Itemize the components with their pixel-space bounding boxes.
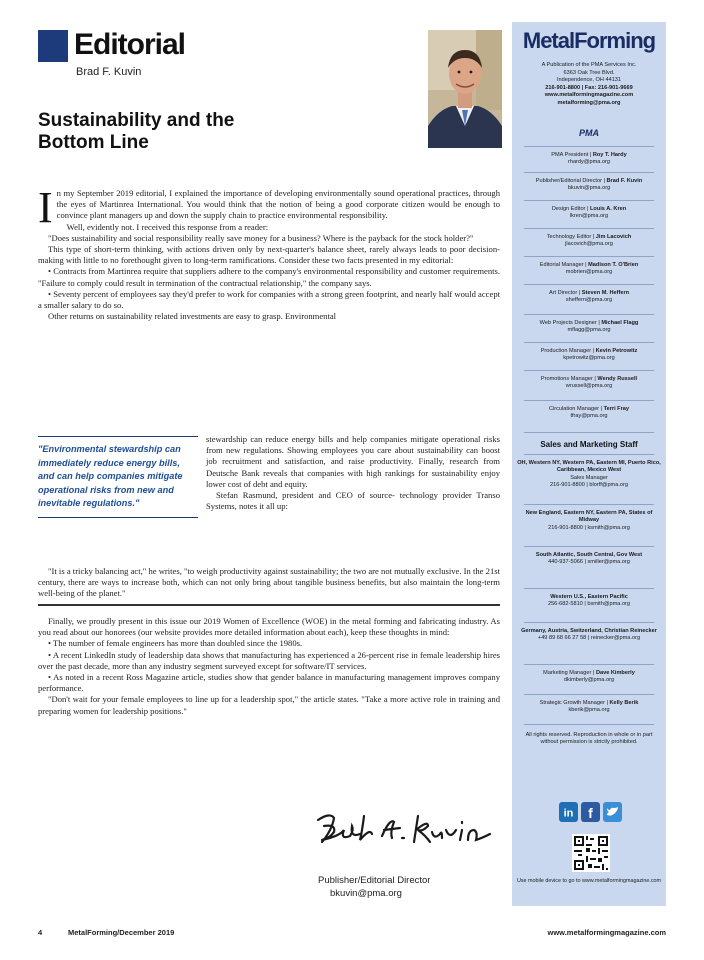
article-body-right [206, 434, 500, 512]
paragraph: stewardship can reduce energy bills and help companies mitigate operational risks from new regulations. Showing employees you care about sustainability can boost job recruitment and satisfaction, and raise productivity. Finally, research from Deutsche Bank reveals that companies with high rankings for sustainability enjoy lower cost of debt and equity. [206, 434, 500, 489]
staff-entry: Editorial Manager | Madison T. O'Brien mobrien@pma.org [539, 262, 639, 276]
sales-entry: Western U.S., Eastern Pacific 256-682-5810 | bsmith@pma.org [547, 594, 631, 608]
paragraph: • A recent LinkedIn study of leadership data shows that manufacturing has experienced a 26-percent rise in female leadership hires over the past decade, more than any industry segment surveyed except for software/IT services. [38, 649, 500, 671]
section-divider [38, 604, 500, 606]
sidebar-divider [524, 622, 654, 623]
sales-entry: Germany, Austria, Switzerland, Christian Reinecker +49 89 68 66 27 58 | reinecker@pma.org [521, 628, 657, 642]
staff-entry: Publisher/Editorial Director | Brad F. Kuvin bkuvin@pma.org [535, 178, 643, 192]
sidebar-divider [524, 504, 654, 505]
sidebar-divider [524, 256, 654, 257]
article-body-full [38, 566, 500, 600]
staff-entry: Web Projects Designer | Michael Flagg mflagg@pma.org [539, 320, 639, 334]
footer-url[interactable]: www.metalformingmagazine.com [547, 928, 666, 937]
paragraph: • Seventy percent of employees say they'd prefer to work for companies with a strong green footprint, and nearly half would accept a smaller salary to do so. [38, 288, 500, 311]
sidebar-divider [524, 342, 654, 343]
sidebar-divider [524, 454, 654, 455]
section-color-block [38, 30, 68, 62]
masthead-sidebar [512, 22, 666, 906]
sidebar-divider [524, 200, 654, 201]
footer-magazine: MetalForming/December 2019 [68, 928, 175, 937]
page-number: 4 [38, 928, 43, 937]
headline-line-1: Sustainability and the [38, 110, 235, 131]
copyright-note: All rights reserved. Reproduction in whole or in part without permission is strictly prohibited. [525, 732, 653, 746]
signer-email[interactable]: bkuvin@pma.org [330, 888, 402, 899]
paragraph: "Does sustainability and social responsibility really save money for a business? Where is the payback for the stock holder?" [48, 232, 474, 243]
association-logo: PMA [579, 128, 599, 138]
paragraph: • The number of female engineers has more than doubled since the 1980s. [48, 638, 303, 649]
sales-entry: South Atlantic, South Central, Gov West 440-937-5066 | smiller@pma.org [535, 552, 643, 566]
svg-text:f: f [588, 805, 593, 821]
staff-entry: Technology Editor | Jim Lacovich jlacovich@pma.org [546, 234, 632, 248]
sidebar-divider [524, 664, 654, 665]
paragraph: • As noted in a recent Ross Magazine article, studies show that gender balance in manufacturing management improves company performance. [38, 672, 500, 694]
byline: Brad F. Kuvin [76, 66, 142, 78]
article-body-top [38, 183, 500, 322]
staff-entry: Design Editor | Louis A. Kren lkren@pma.org [551, 206, 627, 220]
sales-entry: New England, Eastern NY, Eastern PA, States of Midway 216-901-8800 | ksmith@pma.org [525, 510, 653, 531]
article-body-bottom [38, 616, 500, 717]
paragraph: Well, evidently not. I received this response from a reader: [66, 221, 269, 232]
section-title: Editorial [74, 28, 186, 61]
linkedin-icon[interactable] [559, 802, 578, 822]
paragraph: • Contracts from Martinrea require that suppliers adhere to the company's environmental responsibility and customer requirements. "Failure to comply could result in termination of the contractual relationship," the company says. [38, 266, 500, 288]
headline [38, 110, 298, 154]
magazine-logo: MetalForming [522, 28, 656, 53]
sales-entry: OH, Western NY, Western PA, Eastern MI, Puerto Rico, Caribbean, Mexico West Sales Manager 216-901-8800 | blorff@pma.org [517, 460, 661, 489]
sidebar-divider [524, 370, 654, 371]
sidebar-divider [524, 546, 654, 547]
sidebar-divider [524, 172, 654, 173]
sales-entry: Strategic Growth Manager | Kelly Berik kberik@pma.org [539, 700, 639, 714]
svg-text:in: in [563, 807, 574, 820]
publisher-address: A Publication of the PMA Services Inc. 6363 Oak Tree Blvd. Independence, OH 44131 216-901-8800 | Fax: 216-901-9669 www.metalformingmagazine.com metalforming@pma.org [541, 62, 637, 106]
pull-quote: "Environmental stewardship can immediately reduce energy bills, and can help companies mitigate operational risks from new and inevitable regulations." [38, 436, 198, 518]
sidebar-divider [524, 724, 654, 725]
sidebar-divider [524, 694, 654, 695]
sidebar-divider [524, 432, 654, 433]
paragraph: This type of short-term thinking, with actions driven only by next-quarter's balance sheet, rarely always leads to poor decision-making with little to no forethought given to long-term ramifications. Consider these two facts presented in my editorial: [38, 244, 500, 266]
paragraph: In my September 2019 editorial, I explained the importance of developing environmentally sound operational practices, through the eyes of Martinrea International. You would think that the notion of being a good corporate citizen would be enough to convince plant managers up and down the supply chain to practice environmental responsibility. [38, 183, 500, 232]
qr-code-icon[interactable] [572, 834, 610, 872]
sidebar-divider [524, 314, 654, 315]
twitter-icon[interactable] [603, 802, 622, 822]
staff-entry: PMA President | Roy T. Hardy rhardy@pma.org [551, 152, 627, 166]
sales-entry: Marketing Manager | Dave Kimberly dkimberly@pma.org [543, 670, 635, 684]
sidebar-divider [524, 146, 654, 147]
sidebar-divider [524, 588, 654, 589]
sidebar-divider [524, 284, 654, 285]
paragraph: Finally, we proudly present in this issue our 2019 Women of Excellence (WOE) in the metal forming and fabricating industry. As you read about our honorees (our website provides more detailed information about each), keep these thoughts in mind: [38, 616, 500, 638]
staff-entry: Art Director | Steven M. Heffern sheffern@pma.org [548, 290, 630, 304]
staff-entry: Promotions Manager | Wendy Russell wrussell@pma.org [540, 376, 638, 390]
author-portrait [428, 30, 502, 148]
qr-caption: Use mobile device to go to www.metalformingmagazine.com [516, 878, 662, 884]
paragraph: Other returns on sustainability related investments are easy to grasp. Environmental [48, 311, 337, 322]
paragraph: "It is a tricky balancing act," he writes, "to weigh productivity against sustainability; the two are not mutually exclusive. In the 21st century, there are ways to increase both, which can not only bring about tangible business benefits, but also maintain the long-term well-being of the planet." [38, 566, 500, 599]
staff-entry: Circulation Manager | Terri Fray tfray@pma.org [548, 406, 629, 420]
paragraph: "Don't wait for your female employees to line up for a leadership spot," the article states. "Take a more active role in training and preparing women for leadership positions." [38, 694, 500, 716]
signer-title: Publisher/Editorial Director [318, 875, 431, 886]
social-icons [559, 802, 623, 822]
sidebar-divider [524, 228, 654, 229]
staff-entry: Production Manager | Kevin Petrowitz kpetrowitz@pma.org [540, 348, 638, 362]
sidebar-divider [524, 400, 654, 401]
sales-heading: Sales and Marketing Staff [540, 440, 638, 449]
handwritten-signature [310, 808, 500, 858]
headline-line-2: Bottom Line [38, 132, 149, 153]
paragraph: Stefan Rasmund, president and CEO of source- technology provider Transo Systems, notes it all up: [206, 490, 500, 512]
facebook-icon[interactable] [581, 802, 600, 822]
drop-cap: I [38, 183, 53, 232]
